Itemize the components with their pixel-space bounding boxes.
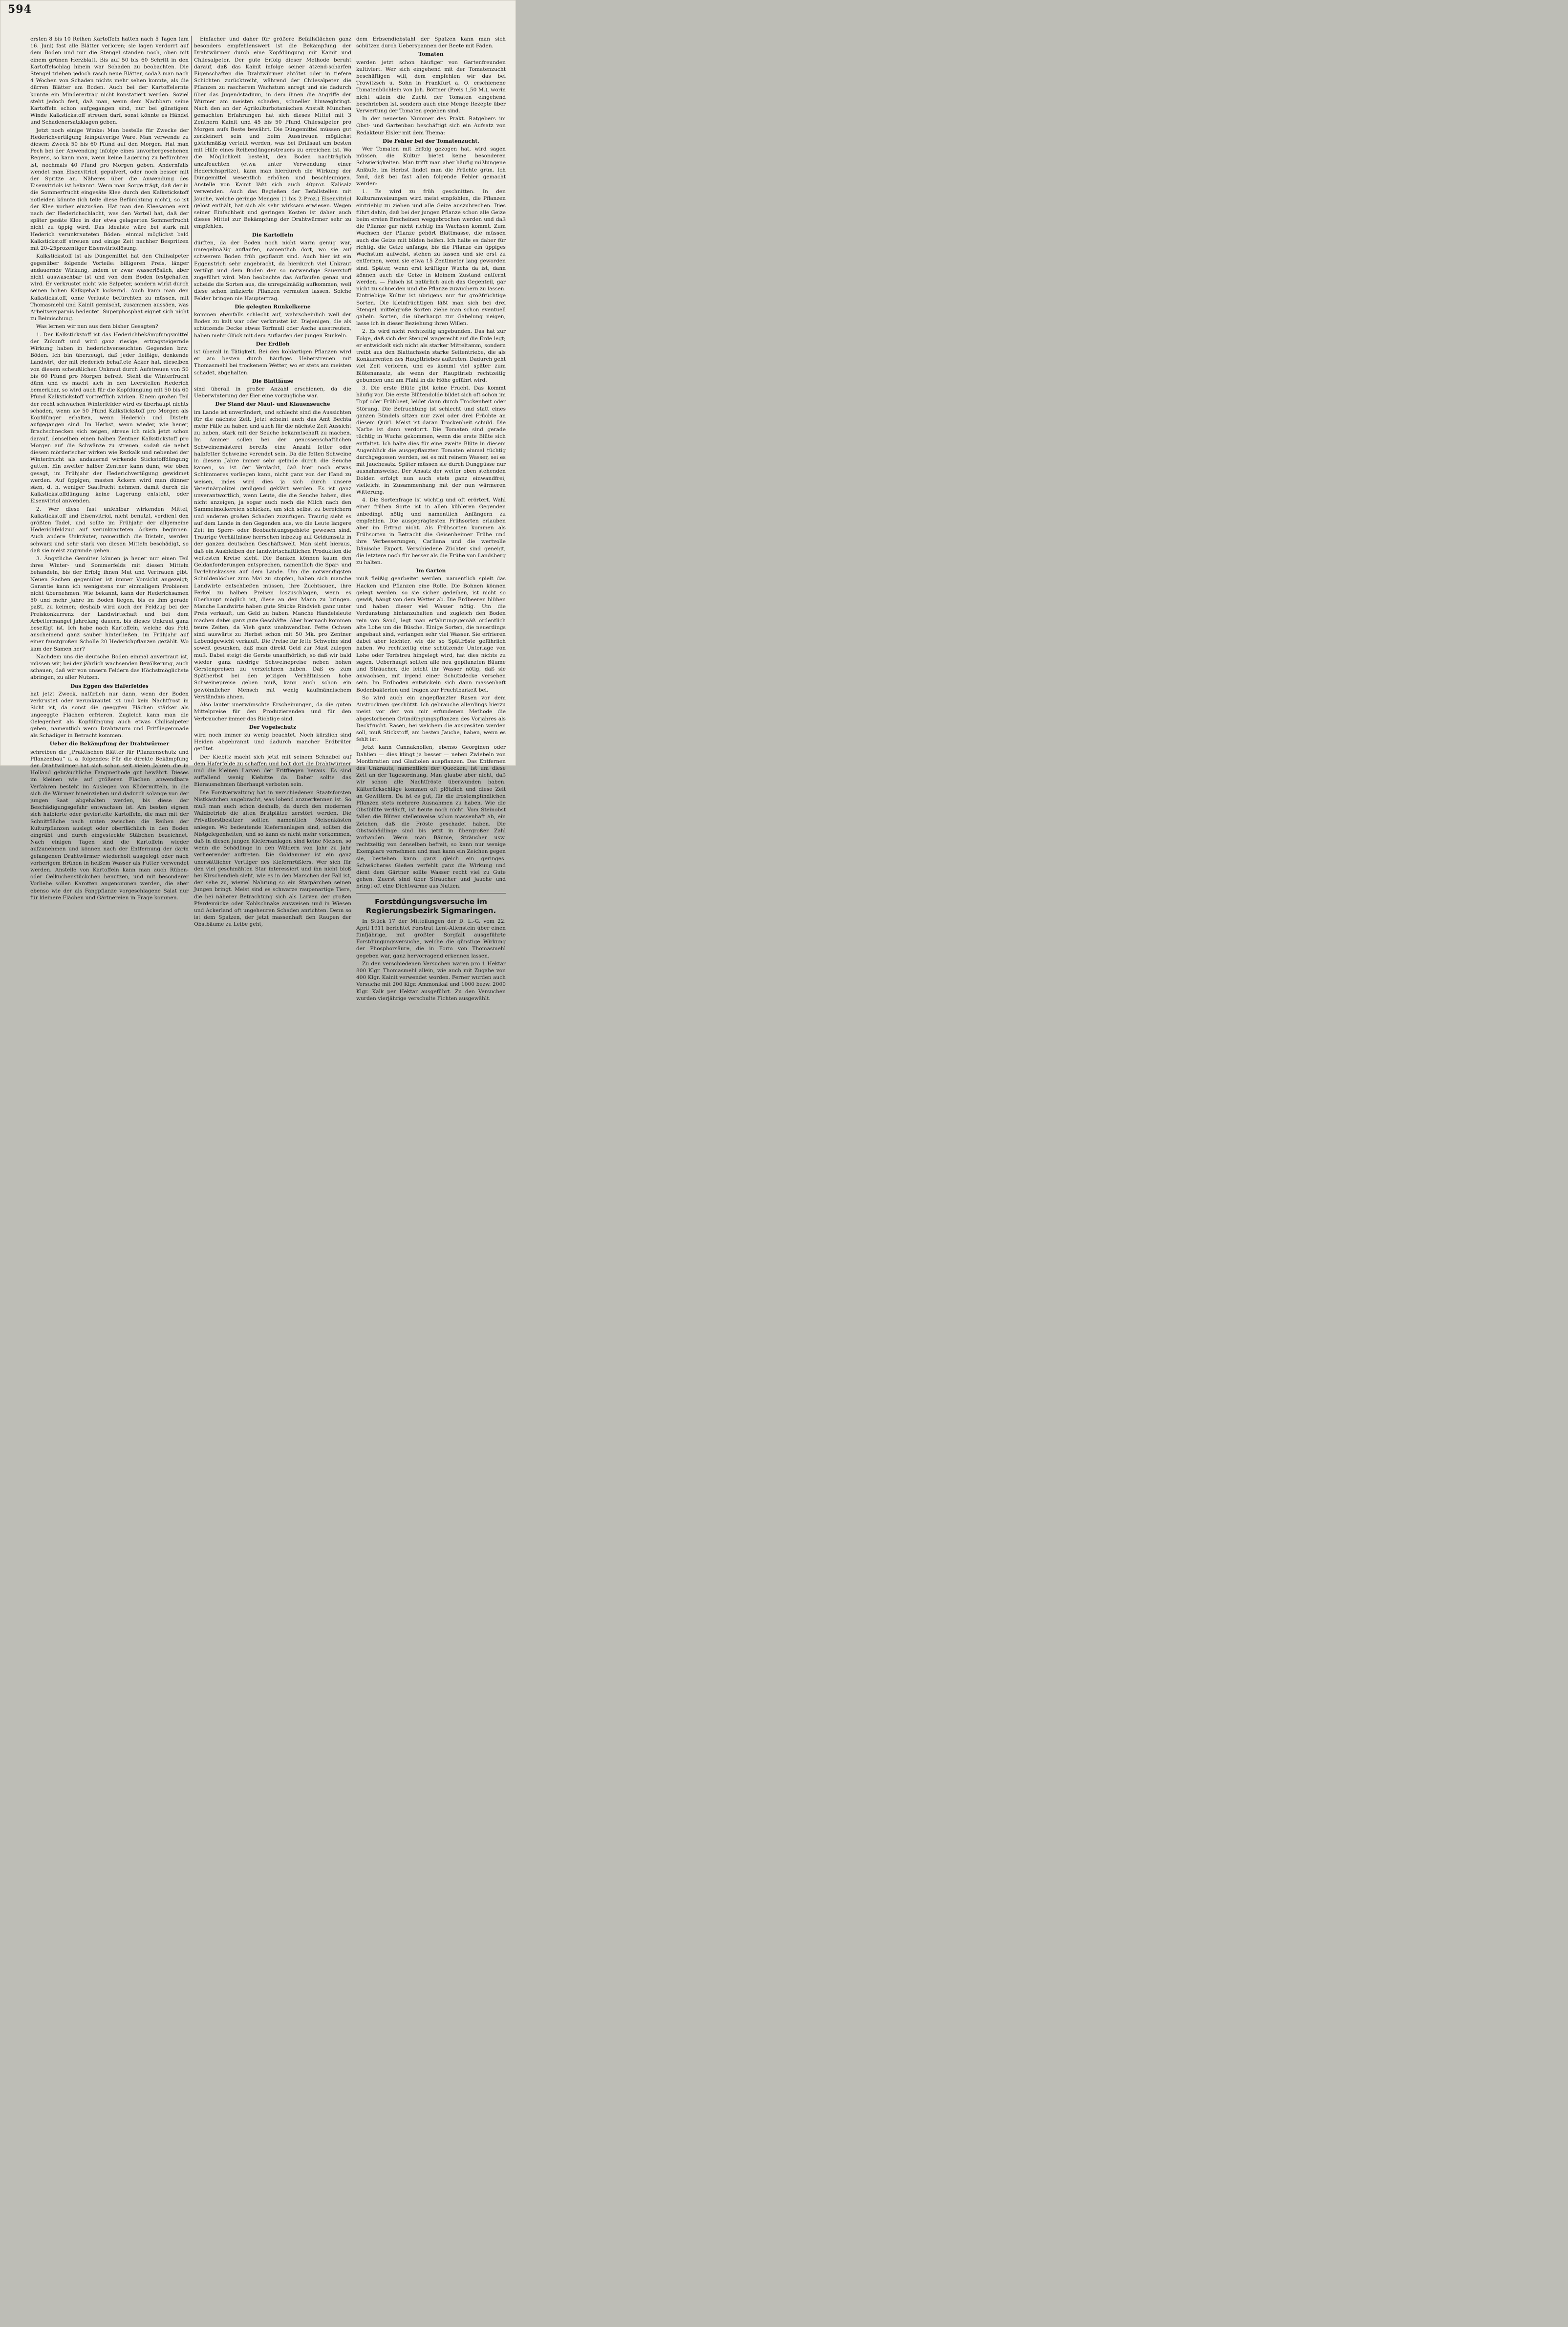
paragraph: 2. Es wird nicht rechtzeitig angebunden. Das hat zur Folge, daß sich der Stengel wagerecht auf die Erde legt; er entwickelt sich nicht als starker Mitteltamm, sondern treibt aus den Blattachseln starke Seitentriebe, die als Konkurrenten des Haupttriebes auftreten. Dadurch geht viel Zeit verloren, und es kommt viel später zum Blütenansatz, als wenn der Haupttrieb rechtzeitig gebunden und am Pfahl in die Höhe geführt wird. bbox=[356, 328, 506, 383]
paragraph: dürften, da der Boden noch nicht warm genug war, unregelmäßig auflaufen, namentlich dort, wo sie auf schwerem Boden früh gepflanzt sind. Auch hier ist ein Eggenstrich sehr angebracht, da hierdurch viel Unkraut vertilgt und dem Boden der so notwendige Sauerstoff zugeführt wird. Man beobachte das Auflaufen genau und scheide die Sorten aus, die unregelmäßig aufkommen, weil diese schon infizierte Pflanzen vermuten lassen. Solche Felder bringen nie Hauptertrag. bbox=[194, 239, 351, 302]
paragraph: Also lauter unerwünschte Erscheinungen, da die guten Mittelpreise für den Produzierenden und für den Verbraucher immer das Richtige sind. bbox=[194, 702, 351, 722]
paragraph: 3. Ängstliche Gemüter können ja heuer nur einen Teil ihres Winter- und Sommerfelds mit diesen Mitteln behandeln, bis der Erfolg ihnen Mut und Vertrauen gibt. Neuen Sachen gegenüber ist immer Vorsicht angezeigt; Garantie kann ich wenigstens nur einmaligem Probieren nicht übernehmen. Wie bekannt, kann der Hederichsamen 50 und mehr Jahre im Boden liegen, bis es ihm gerade paßt, zu keimen; deshalb wird auch der Feldzug bei der Preiskonkurrenz der Landwirtschaft und bei dem Arbeitermangel jahrelang dauern, bis dieses Unkraut ganz beseitigt ist. Ich habe nach Kartoffeln, welche das Feld anscheinend ganz sauber hinterließen, im Frühjahr auf einer faustgroßen Scholle 20 Hederichpflanzen gezählt. Wo kam der Samen her? bbox=[30, 556, 189, 652]
paragraph: wird noch immer zu wenig beachtet. Noch kürzlich sind Heiden abgebrannt und dadurch mancher Erdbrüter getötet. bbox=[194, 732, 351, 752]
paragraph: Die Forstverwaltung hat in verschiedenen Staatsforsten Nistkästchen angebracht, was lobend anzuerkennen ist. So muß man auch schon deshalb, da durch den modernen Waldbetrieb die alten Brutplätze zerstört werden. Die Privatforstbesitzer sollten namentlich Meisenkästen anlegen. Wo bedeutende Kiefernanlagen sind, sollten die Nistgelegenheiten, und so kann es nicht mehr vorkommen, daß in diesen jungen Kiefernanlagen sind keine Meisen, so wenn die Schädlinge in den Wäldern von Jahr zu Jahr verheerender auftreten. Die Goldammer ist ein ganz unersättlicher Vertilger des Kiefernrüßlers. Wer sich für den viel geschmähten Star interessiert und ihn nicht bloß bei Kirschendieb sieht, wie es in den Marschen der Fall ist, der sehe zu, wieviel Nahrung so ein Starpärchen seinen Jungen bringt. Meist sind es schwarze raupenartige Tiere, die bei näherer Betrachtung sich als Larven der großen Pferdemücke oder Kohlschnake ausweisen und in Wiesen und Ackerland oft ungeheuren Schaden anrichten. Denn so ist dem Spatzen, der jetzt massenhaft den Raupen der Obstbäume zu Leibe geht, bbox=[194, 789, 351, 928]
paragraph: dem Erbsendiebstahl der Spatzen kann man sich schützen durch Ueberspannen der Beete mit Fäden. bbox=[356, 36, 506, 49]
paragraph: Jetzt noch einige Winke: Man bestelle für Zwecke der Hederichvertilgung feinpulverige Ware. Man verwende zu diesem Zweck 50 bis 60 Pfund auf den Morgen. Hat man Pech bei der Anwendung infolge eines unvorhergesehenen Regens, so kann man, wenn keine Lagerung zu befürchten ist, nochmals 40 Pfund pro Morgen geben. Andernfalls wendet man Eisenvitriol, gepulvert, oder noch besser mit der Spritze an. Näheres über die Anwendung des Eisenvitriols ist bekannt. Wenn man Sorge trägt, daß der in die Sommerfrucht eingesäte Klee durch den Kalkstickstoff notleiden könnte (ich teile diese Befürchtung nicht), so ist der Klee vorher einzusäen. Hat man den Kleesamen erst nach der Hederichschlacht, was den Vorteil hat, daß der später gesäte Klee in der etwa gelagerten Sommerfrucht nicht zu üppig wird. Das Idealste wäre bei stark mit Hederich verunkrauteten Böden: einmal möglichst bald Kalkstickstoff streuen und einige Zeit nachher Bespritzen mit 20–25prozentiger Eisenvitriollösung. bbox=[30, 127, 189, 252]
paragraph: Der Kiebitz macht sich jetzt mit seinem Schnabel auf dem Haferfelde zu schaffen und holt dort die Drahtwürmer und die kleinen Larven der Fritfliegen heraus. Es sind auffallend wenig Kiebitze da. Daher sollte das Eierausnehmen überhaupt verboten sein. bbox=[194, 754, 351, 788]
paragraph: hat jetzt Zweck, natürlich nur dann, wenn der Boden verkrustet oder verunkrautet ist und kein Nachtfrost in Sicht ist, da sonst die geeggten Flächen stärker als ungeeggte Flächen erfrieren. Zugleich kann man die Gelegenheit als Kopfdüngung auch etwas Chilisalpeter geben, namentlich wenn Drahtwurm und Fritfliegenmade als Schädiger in Betracht kommen. bbox=[30, 691, 189, 739]
article-headline: Forstdüngungsversuche im Regierungsbezirk Sigmaringen. bbox=[365, 897, 496, 915]
paragraph: 1. Der Kalkstickstoff ist das Hederichbekämpfungsmittel der Zukunft und wird ganz riesige, ertragsteigernde Wirkung haben in hederichverseuchten Gegenden bzw. Böden. Ich bin überzeugt, daß jeder fleißige, denkende Landwirt, der mit Hederich behaftete Äcker hat, dieselben von diesem scheußlichen Unkraut durch Aufstreuen von 50 bis 60 Pfund pro Morgen befreit. Steht die Winterfrucht dünn und es macht sich in den Leerstellen Hederich bemerkbar, so wird auch für die Kopfdüngung mit 50 bis 60 Pfund Kalkstickstoff vortrefflich wirken. Einem großen Teil der recht schwachen Winterfelder wird es überhaupt nichts schaden, wenn sie 50 Pfund Kalkstickstoff pro Morgen als Kopfdünger erhalten, wenn Hederich und Disteln aufgegangen sind. Im Herbst, wenn wieder, wie heuer, Brachschnecken sich zeigen, streue ich mich jetzt schon darauf, denselben einen halben Zentner Kalkstickstoff pro Morgen auf die Schwänze zu streuen, sodaß sie nebst diesem mörderischer wirken wie Rezkalk und nebenbei der Winterfrucht als andauernd wirkende Stickstoffdüngung gutten. Ein zweiter halber Zentner kann dann, wie oben gesagt, im Frühjahr der Hederichvertilgung gewidmet werden. Auf üppigen, masten Äckern wird man dünner säen, d. h. weniger Saatfrucht nehmen, damit durch die Kalkstickstoffdüngung keine Lagerung entsteht, oder Eisenvitriol anwenden. bbox=[30, 331, 189, 504]
paragraph: ersten 8 bis 10 Reihen Kartoffeln hatten nach 5 Tagen (am 16. Juni) fast alle Blätter verloren; sie lagen verdorrt auf dem Boden und nur die Stengel standen noch, oben mit einem grünen Herzblatt. Bis auf 50 bis 60 Schritt in den Kartoffelschlag hinein war Schaden zu beobachten. Die Stengel trieben jedoch rasch neue Blätter, sodaß man nach 4 Wochen von Schaden nichts mehr sehen konnte, als die dürren Blätter am Boden. Auch bei der Kartoffelernte konnte ein Minderertrag nicht konstatiert werden. Soviel steht jedoch fest, daß man, wenn dem Nachbarn seine Kartoffeln schon aufgegangen sind, nur bei günstigem Winde Kalkstickstoff streuen darf, sonst könnte es Händel und Schadenersatzklagen geben. bbox=[30, 36, 189, 126]
paragraph: ist überall in Tätigkeit. Bei den kohlartigen Pflanzen wird er am besten durch häufiges Ueberstreuen mit Thomasmehl bei trockenem Wetter, wo er stets am meisten schadet, abgehalten. bbox=[194, 348, 351, 376]
section-heading: Die Kartoffeln bbox=[252, 232, 294, 238]
paragraph: im Lande ist unverändert, und schlecht sind die Aussichten für die nächste Zeit. Jetzt scheint auch das Amt Bechta mehr Fälle zu haben und auch für die nächste Zeit Aussicht zu haben, stark mit der Seuche bekanntschaft zu machen. Im Ammer sollen bei der genossenschaftlichen Schweinemästerei bereits eine Anzahl fetter oder halbfetter Schweine verendet sein. Da die fetten Schweine in diesem Jahre immer sehr gelinde durch die Seuche kamen, so ist der Verdacht, daß hier noch etwas Schlimmeres vorliegen kann, nicht ganz von der Hand zu weisen, indes wird dies ja sich durch unsere Veterinärpolizei genügend geklärt werden. Es ist ganz unverantwortlich, wenn Leute, die die Seuche haben, dies nicht anzeigen, ja sogar auch noch die Milch nach den Sammelmolkereien schicken, um sich selbst zu bereichern und anderen großen Schaden zuzufügen. Traurig sieht es auf dem Lande in den Gegenden aus, wo die Leute längere Zeit im Sperr- oder Beobachtungsgebiete gewesen sind. Traurige Verhältnisse herrschen inbezug auf Geldumsatz in der ganzen deutschen Geschäftswelt. Man sieht hieraus, daß ein Ausbleiben der landwirtschaftlichen Produktion die weitesten Kreise zieht. Die Banken können kaum den Geldanforderungen entsprechen, namentlich die Spar- und Darlehnskassen auf dem Lande. Um die notwendigsten Schuldenlöcher zum Mai zu stopfen, haben sich manche Landwirte entschließen müssen, ihre Zuchtsauen, ihre Ferkel zu halben Preisen loszuschlagen, wenn es überhaupt möglich ist, diese an den Mann zu bringen. Manche Landwirte haben gute Stücke Rindvieh ganz unter Preis verkauft, um Geld zu haben. Manche Handelsleute machen dabei ganz gute Geschäfte. Aber hiernach kommen teure Zeiten, da Vieh ganz unabwendbar. Fette Ochsen sind auswärts zu Herbst schon mit 50 Mk. pro Zentner Lebendgewicht verkauft. Die Preise für fette Schweine sind soweit gesunken, daß man direkt Geld zur Mast zulegen muß. Dabei steigt die Gerste unaufhörlich, so daß wir bald wieder ganz niedrige Schweinepreise neben hohen Gerstenpreisen zu verzeichnen haben. Daß es zum Spätherbst bei den jetzigen Verhältnissen hohe Schweinepreise geben muß, kann auch schon ein gewöhnlicher Mensch mit wenig kaufmännischem Verständnis ahnen. bbox=[194, 409, 351, 700]
paragraph: Einfacher und daher für größere Befallsflächen ganz besonders empfehlenswert ist die Bekämpfung der Drahtwürmer durch eine Kopfdüngung mit Kainit und Chilesalpeter. Der gute Erfolg dieser Methode beruht darauf, daß das Kainit infolge seiner ätzend-scharfen Eigenschaften die Drahtwürmer abtötet oder in tiefere Schichten zurücktreibt, während der Chilesalpeter die Pflanzen zu rascherem Wachstum anregt und sie dadurch über das Jugendstadium, in dem ihnen die Angriffe der Würmer am meisten schaden, schneller hinwegbringt. Nach den an der Agrikulturbotanischen Anstalt München gemachten Erfahrungen hat sich dieses Mittel mit 3 Zentnern Kainit und 45 bis 50 Pfund Chilesalpeter pro Morgen aufs Beste bewährt. Die Düngemittel müssen gut zerkleinert sein und beim Ausstreuen möglichst gleichmäßig verteilt werden, was bei Drillsaat am besten mit Hilfe eines Reihendüngerstreuers zu erreichen ist. Wo die Möglichkeit besteht, den Boden nachträglich anzufeuchten (etwa unter Verwendung einer Hederichspritze), kann man hierdurch die Wirkung der Düngemittel wesentlich erhöhen und beschleunigen. Anstelle von Kainit läßt sich auch 40proz. Kalisalz verwenden. Auch das Begießen der Befallstellen mit Jauche, welche geringe Mengen (1 bis 2 Proz.) Eisenvitriol gelöst enthält, hat sich als sehr wirksam erwiesen. Wegen seiner Einfachheit und geringen Kosten ist daher auch dieses Mittel zur Bekämpfung der Drahtwürmer sehr zu empfehlen. bbox=[194, 36, 351, 230]
paragraph: Was lernen wir nun aus dem bisher Gesagten? bbox=[36, 324, 158, 330]
section-heading: Die Fehler bei der Tomatenzucht. bbox=[383, 138, 479, 144]
column-2 bbox=[194, 36, 351, 928]
paragraph: Kalkstickstoff ist als Düngemittel hat den Chilisalpeter gegenüber folgende Vorteile: billigeren Preis, länger andauernde Wirkung, indem er zwar wasserlöslich, aber nicht auswaschbar ist und von dem Boden festgehalten wird. Er verkrustet nicht wie Salpeter, sondern wirkt durch seinen hohen Kalkgehalt lockernd. Auch kann man den Kalkstickstoff, ohne Verluste befürchten zu müssen, mit Thomasmehl und Kainit gemischt, zusammen aussäen, was Arbeitsersparnis bedeutet. Superphosphat eignet sich nicht zu Beimischung. bbox=[30, 253, 189, 322]
column-divider bbox=[191, 36, 192, 760]
paragraph: kommen ebenfalls schlecht auf, wahrscheinlich weil der Boden zu kalt war oder verkrustet ist. Diejenigen, die als schützende Decke etwas Torfmull oder Asche ausstreuten, haben mehr Glück mit dem Auflaufen der jungen Runkeln. bbox=[194, 311, 351, 339]
column-3 bbox=[356, 36, 506, 1001]
section-heading: Die Blattläuse bbox=[252, 378, 294, 384]
paragraph: Nachdem uns die deutsche Boden einmal anvertraut ist, müssen wir, bei der jährlich wachsenden Bevölkerung, auch schauen, daß wir von unsern Feldern das Höchstmöglichste abringen, zu aller Nutzen. bbox=[30, 653, 189, 681]
paragraph: 3. Die erste Blüte gibt keine Frucht. Das kommt häufig vor. Die erste Blütendolde bildet sich oft schon im Topf oder Frühbeet, leidet dann durch Trockenheit oder Störung. Die Befruchtung ist schlecht und statt eines ganzen Bündels sitzen nur zwei oder drei Früchte an diesem Quirl. Meist ist daran Trockenheit schuld. Die Narbe ist dann verdorrt. Die Tomaten sind gerade tüchtig in Wuchs gekommen, wenn die erste Blüte sich entfaltet. Ich halte dies für eine zweite Blüte in diesem Augenblick die ausgepflanzten Tomaten einmal tüchtig durchgegossen werden, sei es mit reinem Wasser, sei es mit Jauchesatz. Später müssen sie durch Dunggüsse nur ausnahmsweise. Der Ansatz der weiter oben stehenden Dolden erfolgt nun auch stets ganz einwandfrei, vielleicht in Zusammenhang mit der nun wärmeren Witterung. bbox=[356, 385, 506, 495]
paragraph: 4. Die Sortenfrage ist wichtig und oft erörtert. Wahl einer frühen Sorte ist in allen kühleren Gegenden unbedingt nötig und namentlich Anfängern zu empfehlen. Die ausgeprägtesten Frühsorten erlauben aber im Ertrag nicht. Als Frühsorten kommen als Frühsorten in Betracht die Geisenheimer Frühe und ihre Verbesserungen, Carliana und die wertvolle Dänische Export. Verschiedene Züchter sind geneigt, die letztere noch für besser als die Frühe von Landsberg zu halten. bbox=[356, 497, 506, 566]
paragraph: 1. Es wird zu früh geschnitten. In den Kulturanweisungen wird meist empfohlen, die Pflanzen eintriebig zu ziehen und alle Geize auszubrechen. Dies führt dahin, daß bei der jungen Pflanze schon alle Geize beim ersten Erscheinen weggebrochen werden und daß die Pflanze gar nicht richtig ins Wachsen kommt. Zum Wachsen der Pflanze gehört Blattmasse, die müssen auch die Geize mit bilden helfen. Ich halte es daher für richtig, die Geize anfangs, bis die Pflanze ein üppiges Wachstum aufweist, stehen zu lassen und sie erst zu entfernen, wenn sie etwa 15 Zentimeter lang geworden sind. Später, wenn erst kräftiger Wuchs da ist, dann können auch die Geize in kleinem Zustand entfernt werden. — Falsch ist natürlich auch das Gegenteil, gar nicht zu schneiden und die Pflanze zuwuchern zu lassen. Eintriebige Kultur ist übrigens nur für großfrüchtige Sorten. Die kleinfrüchtigen läßt man sich bei drei Stengel, mittelgroße Sorten ziehe man schon eventuell gabeln. Sorten, die überhaupt zur Gabelung neigen, lasse ich in dieser Beziehung ihren Willen. bbox=[356, 189, 506, 327]
section-heading: Tomaten bbox=[418, 51, 444, 58]
column-1 bbox=[30, 36, 189, 901]
paragraph: schreiben die „Praktischen Blätter für Pflanzenschutz und Pflanzenbau“ u. a. folgendes: Für die direkte Bekämpfung der Drahtwürmer hat sich schon seit vielen Jahren die in Holland gebräuchliche Fangmethode gut bewährt. Dieses im kleinen wie auf größeren Flächen anwendbare Verfahren besteht im Auslegen von Ködermitteln, in die sich die Würmer hineinziehen und dadurch solange von der jungen Saat abgehalten werden, bis diese der Beschädigungsgefahr entwachsen ist. Am besten eignen sich halbierte oder geviertelte Kartoffeln, die man mit der Schnittfläche nach unten zwischen die Reihen der Kulturpflanzen auslegt oder oberflächlich in den Boden eingräbt und durch eingesteckte Stäbchen bezeichnet. Nach einigen Tagen sind die Kartoffeln wieder aufzunehmen und können nach der Entfernung der darin gefangenen Drahtwürmer wiederholt ausgelegt oder nach vorherigem Brühen in heißem Wasser als Futter verwendet werden. Anstelle von Kartoffeln kann man auch Rüben- oder Oelkuchenstückchen benutzen, und mit besonderer Vorliebe sollen Karotten angenommen werden, die aber ebenso wie der als Fangpflanze vorgeschlagene Salat nur für kleinere Flächen und Gärtnereien in Frage kommen. bbox=[30, 749, 189, 901]
newspaper-page bbox=[0, 0, 516, 1001]
section-heading: Das Eggen des Haferfeldes bbox=[70, 683, 149, 689]
paragraph: Zu den verschiedenen Versuchen waren pro 1 Hektar 800 Klgr. Thomasmehl allein, wie auch mit Zugabe von 400 Klgr. Kainit verwendet worden. Ferner wurden auch Versuche mit 200 Klgr. Ammonikal und 1000 bezw. 2000 Klgr. Kalk per Hektar ausgeführt. Zu den Versuchen wurden vierjährige verschulte Fichten ausgewählt. bbox=[356, 960, 506, 1001]
section-heading: Die gelegten Runkelkerne bbox=[235, 304, 311, 310]
paragraph: So wird auch ein angepflanzter Rasen vor dem Austrocknen geschützt. Ich gebrauche allerdings hierzu meist vor der von mir erfundenen Methode die abgestorbenen Gründüngungspflanzen des Vorjahres als Deckfrucht. Rasen, bei welchem die ausgesäten werden soll, muß Stickstoff, am besten Jauche, haben, wenn es fehlt ist. bbox=[356, 695, 506, 743]
section-heading: Ueber die Bekämpfung der Drahtwürmer bbox=[49, 741, 170, 747]
section-heading: Der Erdfloh bbox=[256, 341, 290, 347]
paragraph: In der neuesten Nummer des Prakt. Ratgebers im Obst- und Gartenbau beschäftigt sich ein Aufsatz von Redakteur Eisler mit dem Thema: bbox=[356, 116, 506, 136]
paragraph: Jetzt kann Cannaknollen, ebenso Georginen oder Dahlien — dies klingt ja besser — neben Zwiebeln von Montbratien und Gladiolen auspflanzen. Das Entfernen des Unkrauts, namentlich der Quecken, ist um diese Zeit an der Tagesordnung. Man glaube aber nicht, daß wir schon alle Nachtfröste überwunden haben. Kälterückschläge kommen oft plötzlich und diese Zeit an Gewittern. Da ist es gut, für die frostempfindlichen Pflanzen stets mehrere Ausnahmen zu haben. Wie die Obstblüte verläuft, ist heute noch nicht. Vom Steinobst fallen die Blüten stellenweise schon massenhaft ab, ein Zeichen, daß die Fröste geschadet haben. Die Obstschädlinge sind bis jetzt in übergroßer Zahl vorhanden. Wenn man Bäume, Sträucher usw. rechtzeitig von denselben befreit, so kann nur wenige Exemplare vornehmen und man kann ein Zeichen gegen sie, bestehen kann ganz gleich ein geringes. Schwächeres Gießen verfehlt ganz die Wirkung und dient dem Gärtner sollte Wasser recht viel zu Gute gehen. Zuerst sind über Sträucher und Jauche und bringt oft eine Dichtwärme aus Nutzen. bbox=[356, 744, 506, 890]
paragraph: sind überall in großer Anzahl erschienen, da die Ueberwinterung der Eier eine vorzügliche war. bbox=[194, 386, 351, 399]
paragraph: Wer Tomaten mit Erfolg gezogen hat, wird sagen müssen, die Kultur bietet keine besonderen Schwierigkeiten. Man trifft man aber häufig mißlungene Anläufe, im Herbst findet man die Früchte grün. Ich fand, daß bei fast allen folgende Fehler gemacht werden: bbox=[356, 146, 506, 187]
paragraph: 2. Wer diese fast unfehlbar wirkenden Mittel, Kalkstickstoff und Eisenvitriol, nicht benutzt, verdient den größten Tadel, und sollte im Frühjahr der allgemeine Hederichfeldzug auf verunkrauteten Äckern beginnen. Auch andere Unkräuter, namentlich die Disteln, werden schwarz und sehr stark von diesen Mitteln beschädigt, so daß sie meist zugrunde gehen. bbox=[30, 506, 189, 554]
section-heading: Im Garten bbox=[416, 568, 446, 574]
page-number: 594 bbox=[8, 3, 32, 16]
paragraph: muß fleißig gearbeitet werden, namentlich spielt das Hacken und Pflanzen eine Rolle. Die Bohnen können gelegt werden, so sie sicher gedeihen, ist nicht so gewiß, hängt von dem Wetter ab. Die Erdbeeren blühen und haben dieser viel Wasser nötig. Um die Verdunstung hintanzuhalten und zugleich den Boden rein von Sand, legt man erfahrungsgemäß ordentlich alte Lohe um die Büsche. Einige Sorten, die neuerdings angebaut sind, verlangen sehr viel Wasser. Sie erfrieren dabei aber leichter, wie die so Spätfröste gefährlich haben. Wo rechtzeitig eine schützende Unterlage von Lohe oder Torfstreu hingelegt wird, hat dies nichts zu sagen. Ueberhaupt sollten alle neu gepflanzten Bäume und Sträucher, die leicht ihr Wasser nötig, daß sie anwachsen, mit irgend einer Schutzdecke versehen sein. Im Erdboden entwickeln sich dann massenhaft Bodenbakterien und tragen zur Fruchtbarkeit bei. bbox=[356, 576, 506, 693]
section-heading: Der Stand der Maul- und Klauenseuche bbox=[215, 401, 330, 408]
paragraph: werden jetzt schon häufiger von Gartenfreunden kultiviert. Wer sich eingehend mit der Tomatenzucht beschäftigen will, dem empfehlen wir das bei Trowitzsch u. Sohn in Frankfurt a. O. erschienene Tomatenbüchlein von Joh. Böttner (Preis 1,50 M.), worin nicht allein die Zucht der Tomaten eingehend beschrieben ist, sondern auch eine Menge Rezepte über Verwertung der Tomaten gegeben sind. bbox=[356, 59, 506, 114]
paragraph: In Stück 17 der Mitteilungen der D. L.-G. vom 22. April 1911 berichtet Forstrat Lent-Allenstein über einen fünfjährige, mit größter Sorgfalt ausgeführte Forstdüngungsversuche, welche die günstige Wirkung der Phosphorsäure, die in Form von Thomasmehl gegeben war, ganz hervorragend erkennen lassen. bbox=[356, 918, 506, 959]
section-heading: Der Vogelschutz bbox=[249, 724, 297, 730]
